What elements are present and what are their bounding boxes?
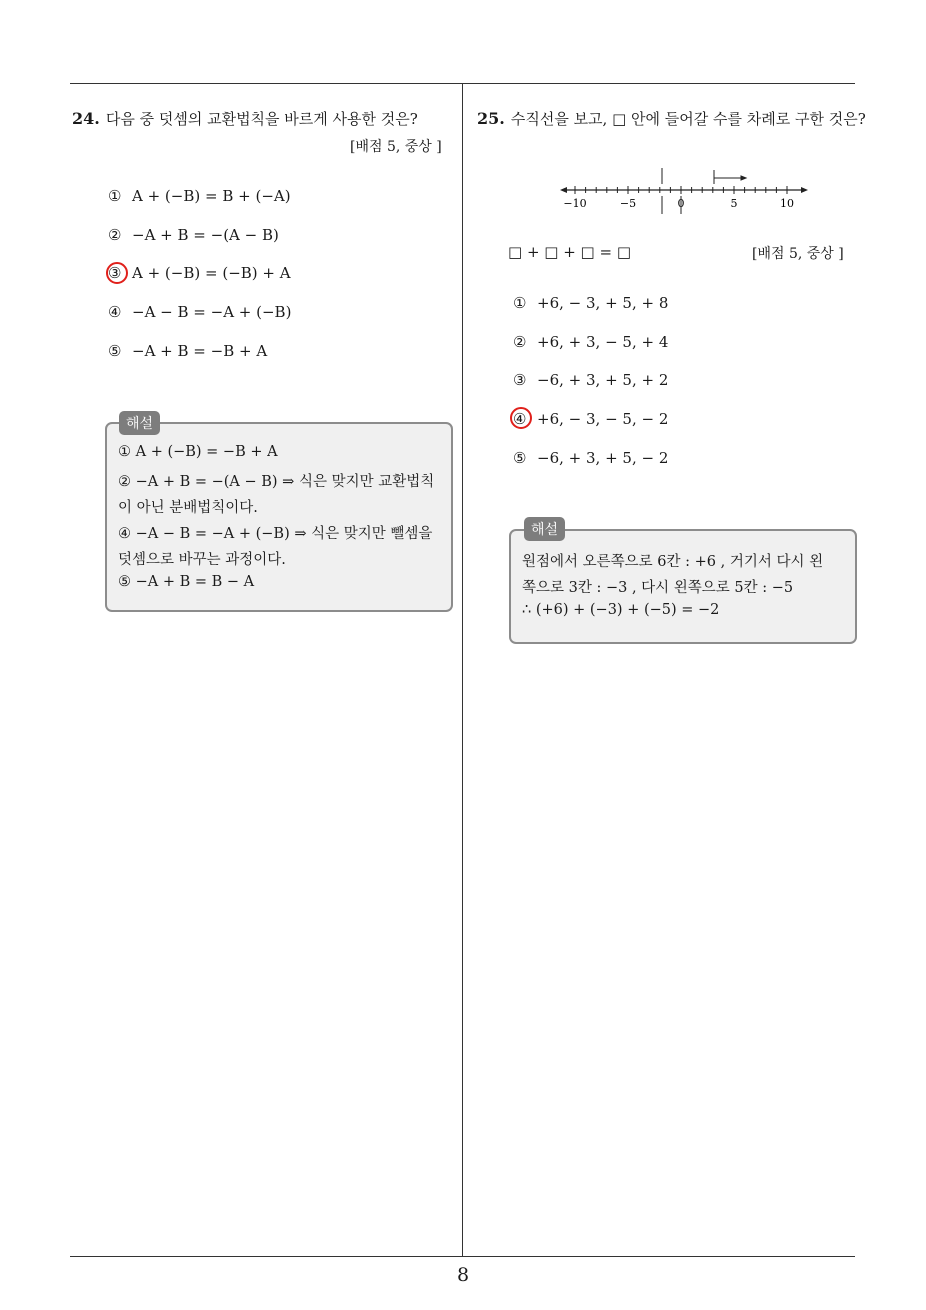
choice-3[interactable]: ③ A + (−B) = (−B) + A [108,264,291,282]
solution-line: ① A + (−B) = −B + A [118,444,278,460]
question-25-title [477,108,866,129]
question-24-title [72,108,418,129]
score-label: [배점 5, 중상 ] [350,139,442,155]
choice-3[interactable]: ③ −6, + 3, + 5, + 2 [513,371,669,389]
choice-5[interactable]: ⑤ −A + B = −B + A [108,342,268,360]
solution-line: 원점에서 오른쪽으로 6칸 : +6 , 거기서 다시 왼 [522,554,824,570]
question-text: 다음 중 덧셈의 교환법칙을 바르게 사용한 것은? [105,110,418,128]
choice-1[interactable]: ① +6, − 3, + 5, + 8 [513,294,669,312]
ticks [575,186,787,194]
choice-4[interactable]: ④ −A − B = −A + (−B) [108,303,292,321]
page-number: 8 [456,1264,470,1286]
score-label: [배점 5, 중상 ] [752,246,844,262]
solution-line: 이 아닌 분배법칙이다. [118,500,258,516]
blank-expression: □ + □ + □ = □ [508,243,632,261]
solution-tag: 해설 [119,411,160,435]
solution-line: ② −A + B = −(A − B) ⇒ 식은 맞지만 교환법칙 [118,474,435,490]
solution-line: 덧셈으로 바꾸는 과정이다. [118,552,286,568]
solution-line: ∴ (+6) + (−3) + (−5) = −2 [522,602,720,618]
question-number: 24. [72,109,100,128]
tick-label: 0 [677,197,685,210]
choice-4[interactable]: ④ +6, − 3, − 5, − 2 [513,410,669,428]
choice-2[interactable]: ② +6, + 3, − 5, + 4 [513,333,669,351]
solution-line: ⑤ −A + B = B − A [118,574,255,590]
number-line [556,162,816,222]
solution-line: 쪽으로 3칸 : −3 , 다시 왼쪽으로 5칸 : −5 [522,580,794,596]
column-divider [462,83,463,1257]
question-number: 25. [477,109,505,128]
tick-label: −5 [619,197,637,210]
choice-2[interactable]: ② −A + B = −(A − B) [108,226,279,244]
answer-circle-icon [106,262,128,284]
tick-label: 10 [780,197,794,210]
answer-circle-icon [510,407,532,429]
tick-label: 5 [730,197,738,210]
tick-label: −10 [563,197,587,210]
choice-1[interactable]: ① A + (−B) = B + (−A) [108,187,291,205]
solution-line: ④ −A − B = −A + (−B) ⇒ 식은 맞지만 뺄셈을 [118,526,433,542]
question-text: 수직선을 보고, □ 안에 들어갈 수를 차례로 구한 것은? [510,110,866,128]
solution-tag: 해설 [524,517,565,541]
choice-5[interactable]: ⑤ −6, + 3, + 5, − 2 [513,449,669,467]
